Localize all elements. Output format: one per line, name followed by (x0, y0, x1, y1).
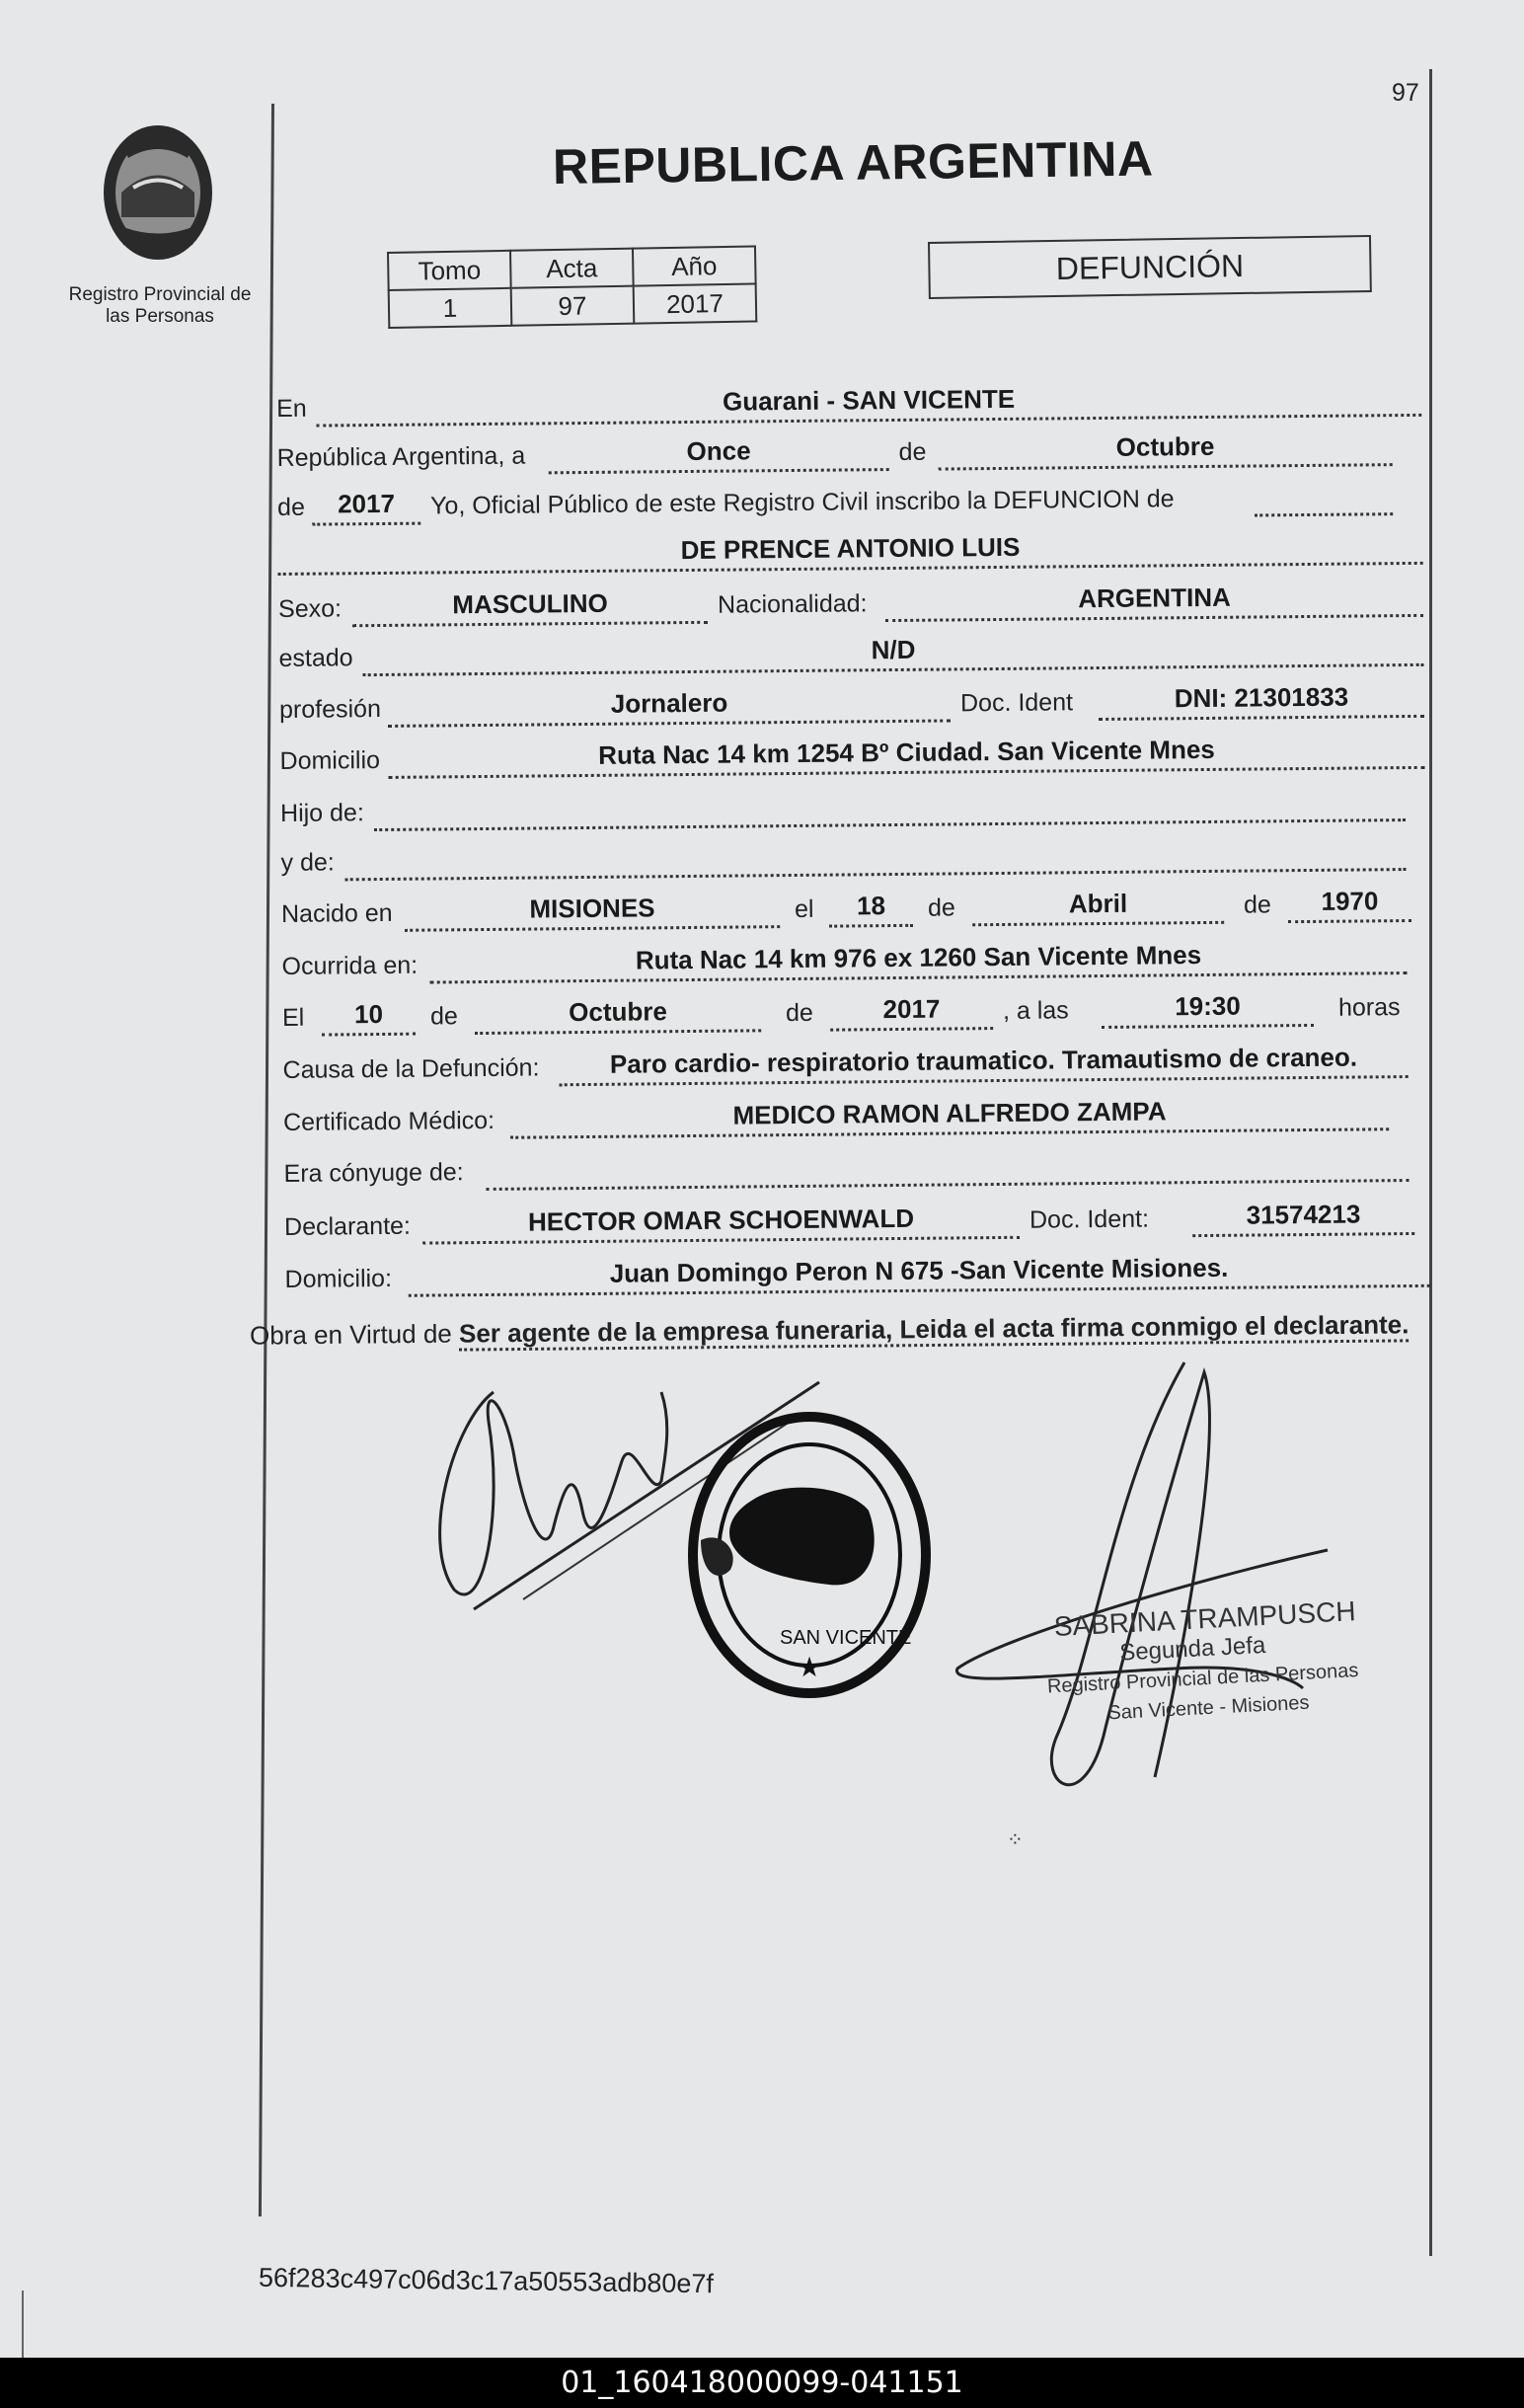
right-margin-line (1429, 69, 1432, 2256)
page-number: 97 (1392, 79, 1419, 107)
table-header-acta: Acta (510, 249, 634, 288)
label-nacido: Nacido en (280, 898, 393, 928)
field-yde (344, 832, 1406, 881)
field-doc-ident: DNI: 21301833 (1099, 679, 1424, 721)
label-el: el (794, 894, 814, 923)
row-sexo (278, 578, 1423, 628)
row-conyuge (283, 1142, 1409, 1193)
obra-en-virtud (250, 1307, 1410, 1352)
label-causa: Causa de la Defunción: (282, 1053, 540, 1084)
field-declarante: HECTOR OMAR SCHOENWALD (422, 1201, 1020, 1245)
registry-name: Registro Provincial de las Personas (68, 284, 252, 327)
field-hijo (374, 783, 1406, 831)
official-block (1046, 1595, 1361, 1731)
field-certificado: MEDICO RAMON ALFREDO ZAMPA (510, 1092, 1389, 1139)
left-margin-line (259, 104, 274, 2216)
label-profesion: profesión (278, 694, 382, 724)
label-domicilio: Domicilio (279, 746, 381, 775)
official-office: Registro Provincial de las Personas (1046, 1660, 1359, 1698)
label-el2: El (281, 1003, 305, 1032)
row-estado (278, 627, 1423, 677)
label-de3: de (927, 893, 955, 922)
label-doc-ident: Doc. Ident (959, 688, 1074, 718)
official-name: SABRINA TRAMPUSCH (1053, 1595, 1357, 1643)
field-inscribo-extra (1255, 477, 1393, 516)
row-declarante (284, 1196, 1410, 1246)
table-value-tomo: 1 (389, 288, 512, 328)
row-inscribo (277, 476, 1422, 526)
table-header-anio: Año (633, 246, 756, 285)
footer-id: 01_160418000099-041151 (0, 2358, 1524, 2408)
label-republica: República Argentina, a (276, 441, 526, 472)
row-certificado (283, 1091, 1389, 1141)
field-def-dia: 10 (322, 997, 416, 1037)
field-nacido: MISIONES (405, 890, 780, 932)
field-dia: Once (548, 432, 888, 474)
row-domicilio2 (284, 1248, 1429, 1298)
label-estado: estado (278, 644, 353, 672)
signature-dots: ⁘ (1007, 1829, 1024, 1846)
row-yde (280, 831, 1406, 882)
field-domicilio: Ruta Nac 14 km 1254 Bº Ciudad. San Vicente Mnes (388, 731, 1424, 779)
provincial-seal-icon (94, 118, 222, 267)
row-nacido (281, 883, 1407, 933)
label-conyuge: Era cónyuge de: (283, 1158, 464, 1188)
field-ocurrida: Ruta Nac 14 km 976 ex 1260 San Vicente Mnes (429, 936, 1407, 984)
official-title: Segunda Jefa (1118, 1631, 1266, 1667)
label-ocurrida: Ocurrida en: (281, 951, 419, 980)
field-en: Guarani - SAN VICENTE (316, 378, 1421, 427)
row-fecha-def (282, 986, 1427, 1037)
table-header-tomo: Tomo (388, 251, 511, 290)
field-def-hora: 19:30 (1102, 988, 1314, 1029)
label-horas: horas (1337, 993, 1401, 1022)
record-table (387, 245, 757, 329)
table-value-acta: 97 (511, 286, 635, 326)
field-causa: Paro cardio- respiratorio traumatico. Tramautismo de craneo. (559, 1040, 1408, 1086)
stamp-center-text: SAN VICENTE (780, 1627, 912, 1649)
field-nac-dia: 18 (829, 889, 913, 928)
field-conyuge (486, 1143, 1409, 1191)
record-type-box: DEFUNCIÓN (928, 235, 1372, 299)
field-nac-mes: Abril (972, 886, 1224, 926)
row-ocurrida (281, 935, 1407, 985)
field-anio: 2017 (312, 487, 420, 526)
field-estado: N/D (362, 628, 1423, 676)
label-sexo: Sexo: (277, 594, 343, 623)
field-obra: Ser agente de la empresa funeraria, Leida el acta firma conmigo el declarante. (459, 1309, 1410, 1351)
label-inscribo: Yo, Oficial Público de este Registro Civil inscribo la DEFUNCION de (429, 485, 1175, 520)
field-profesion: Jornalero (388, 683, 951, 727)
table-value-anio: 2017 (634, 283, 757, 323)
row-fecha (276, 427, 1421, 477)
field-nombre: DE PRENCE ANTONIO LUIS (277, 526, 1422, 576)
official-stamp (671, 1402, 948, 1708)
row-nombre (277, 525, 1422, 576)
field-sexo: MASCULINO (352, 585, 708, 627)
label-de: de (898, 437, 927, 466)
label-de5: de (429, 1002, 458, 1031)
label-alas: , a las (1002, 996, 1069, 1025)
field-def-anio: 2017 (830, 991, 993, 1032)
label-en: En (276, 394, 307, 423)
label-de2: de (276, 493, 306, 521)
label-domicilio2: Domicilio: (284, 1264, 393, 1293)
row-domicilio (279, 730, 1424, 780)
field-mes: Octubre (938, 427, 1392, 470)
label-obra: Obra en Virtud de (249, 1318, 452, 1351)
label-nacionalidad: Nacionalidad: (717, 589, 868, 619)
edge-line (22, 2291, 24, 2358)
label-yde: y de: (280, 848, 335, 877)
label-hijo: Hijo de: (279, 799, 364, 827)
label-doc-ident2: Doc. Ident: (1029, 1204, 1150, 1234)
label-de4: de (1243, 891, 1271, 919)
field-nacionalidad: ARGENTINA (885, 579, 1423, 622)
stamp-star: ★ (797, 1652, 822, 1682)
field-def-mes: Octubre (475, 993, 761, 1035)
row-en (276, 377, 1421, 427)
field-doc-ident2: 31574213 (1192, 1197, 1414, 1237)
row-hijo (280, 782, 1406, 832)
document-hash: 56f283c497c06d3c17a50553adb80e7f (258, 2262, 715, 2299)
row-profesion (279, 678, 1424, 729)
page-title: REPUBLICA ARGENTINA (552, 130, 1154, 194)
label-certificado: Certificado Médico: (282, 1106, 495, 1136)
label-declarante: Declarante: (283, 1211, 412, 1241)
official-location: San Vicente - Misiones (1106, 1691, 1310, 1725)
field-nac-anio: 1970 (1288, 884, 1411, 923)
label-de6: de (785, 998, 813, 1028)
field-domicilio2: Juan Domingo Peron N 675 -San Vicente Misiones. (408, 1249, 1429, 1297)
row-causa (282, 1039, 1408, 1089)
